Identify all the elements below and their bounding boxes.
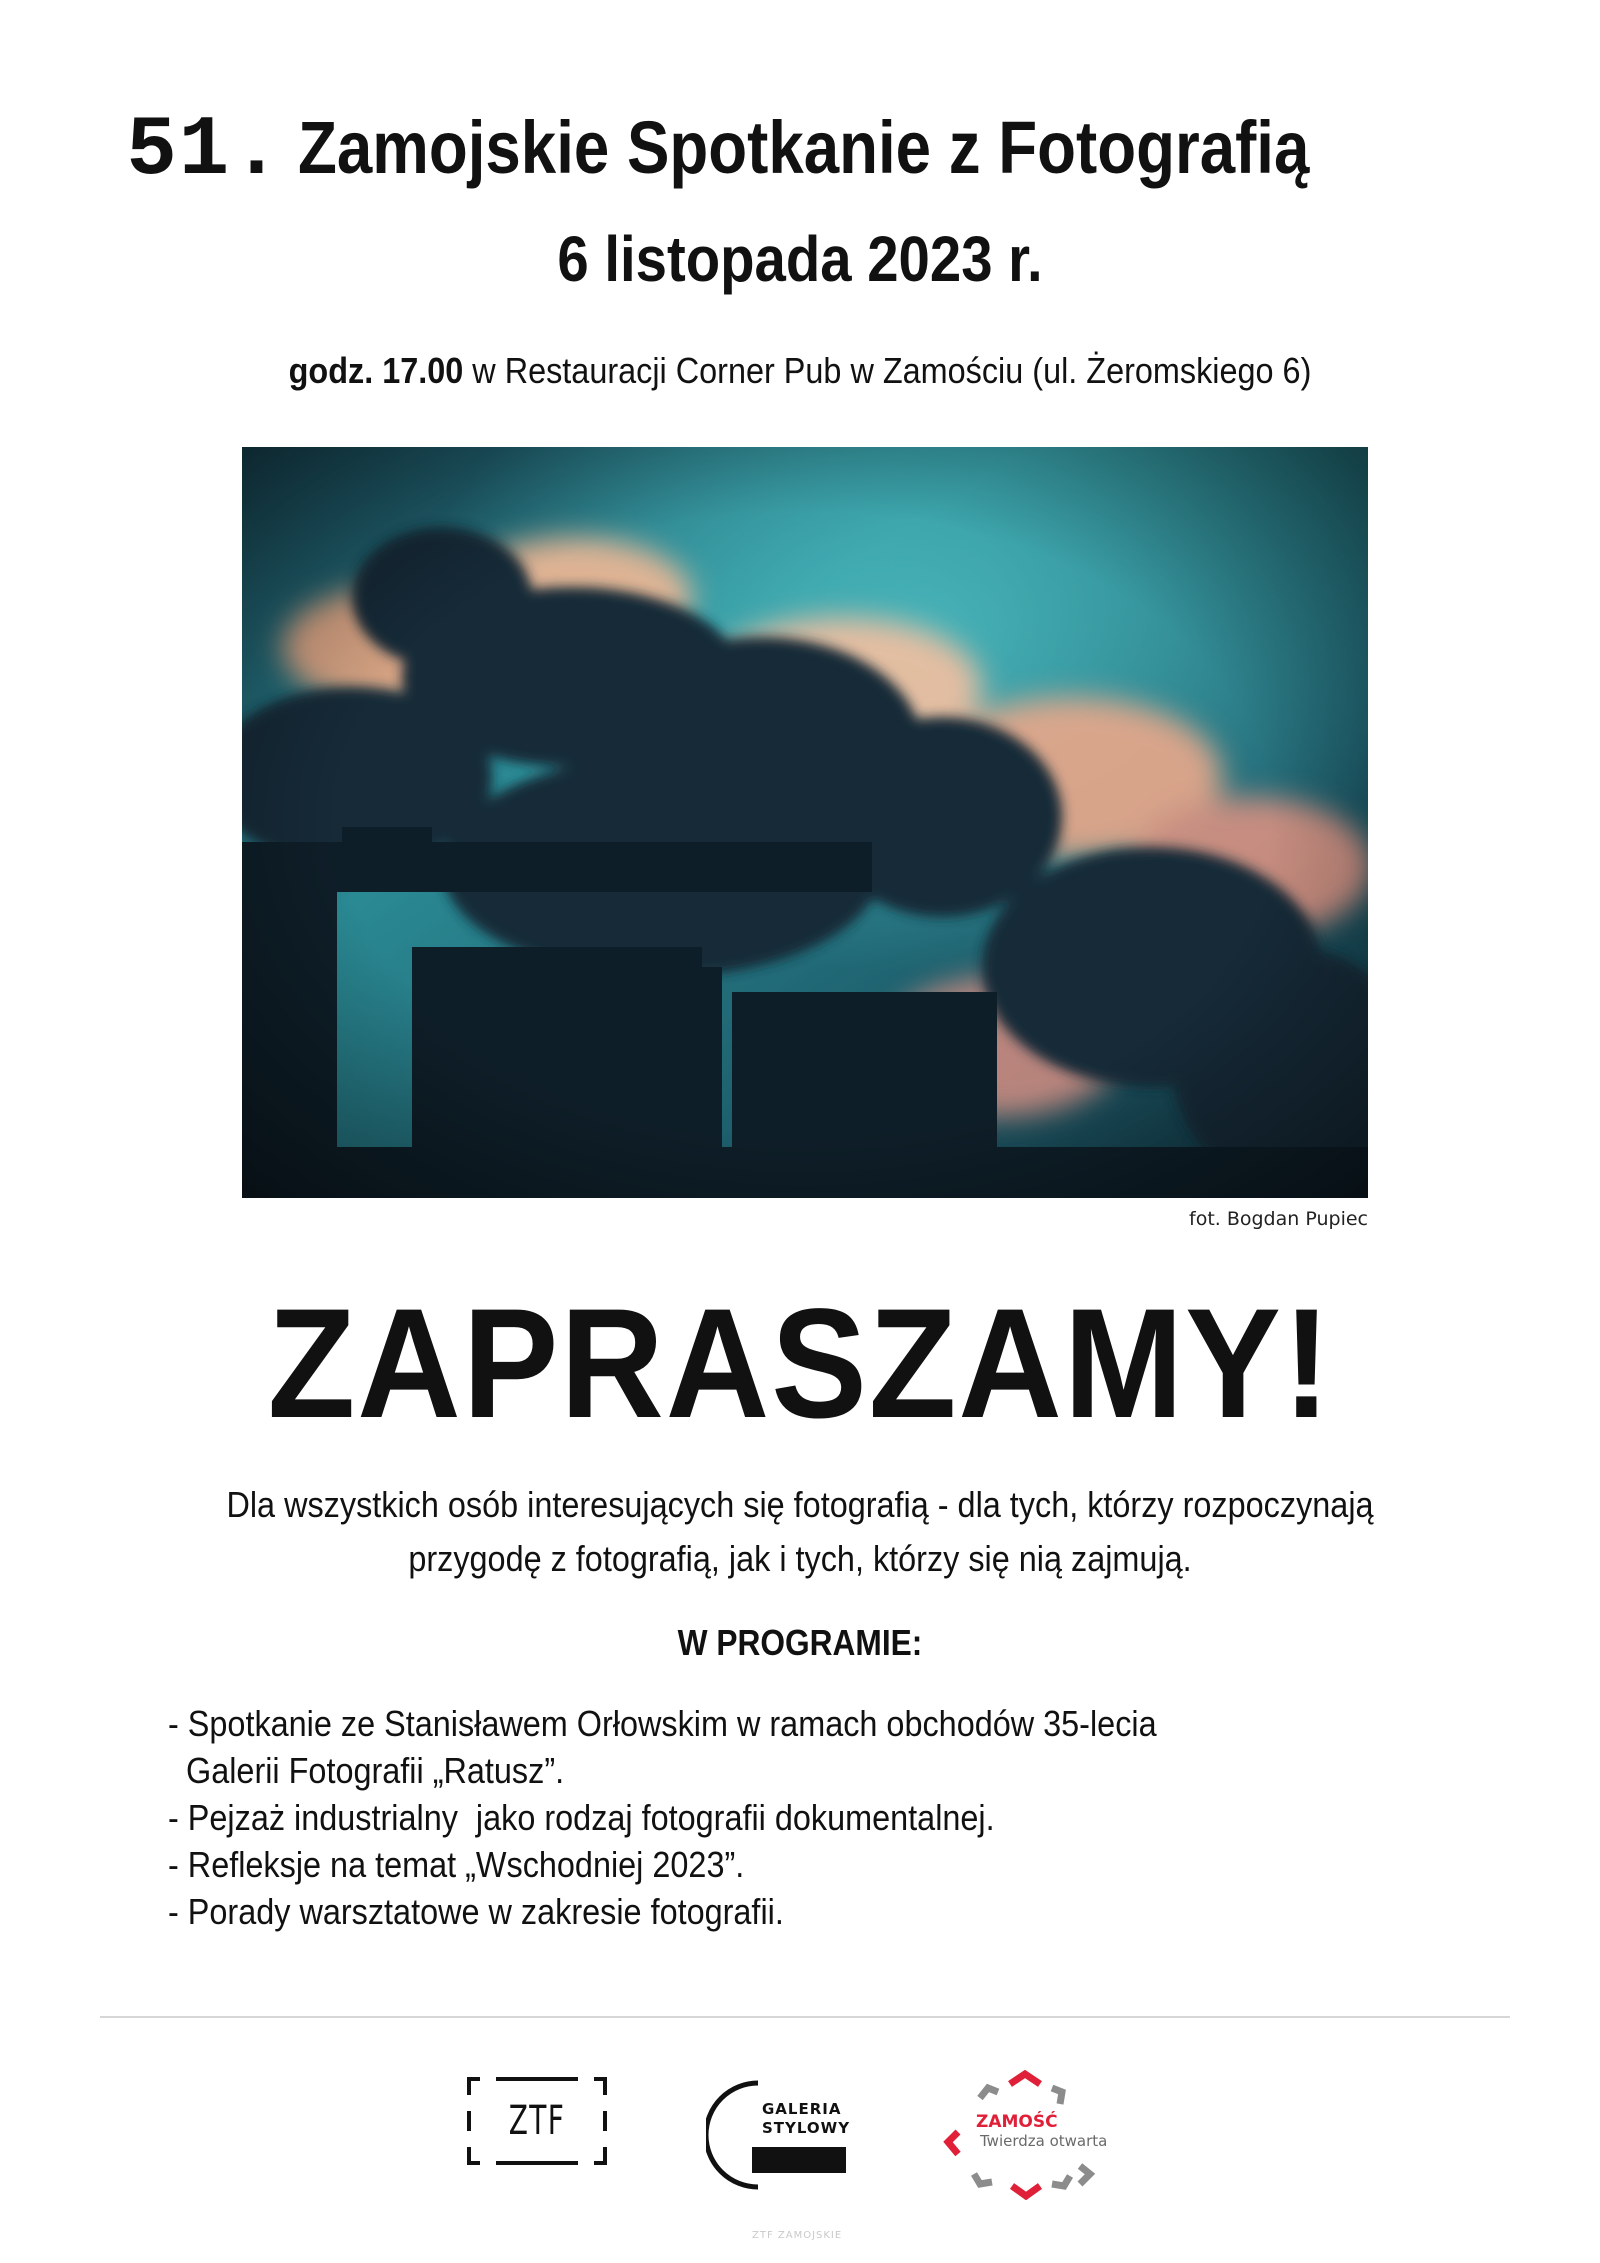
description-line: Dla wszystkich osób interesujących się fotografią - dla tych, którzy rozpoczynają (226, 1484, 1374, 1525)
event-title (0, 104, 1600, 199)
footer-mark: ZTF ZAMOJSKIE (752, 2230, 843, 2241)
event-time: godz. 17.00 (288, 350, 464, 391)
event-date: 6 listopada 2023 r. (557, 223, 1043, 295)
galeria-label (762, 2100, 850, 2138)
invitation-headline: ZAPRASZAMY! (267, 1277, 1333, 1451)
program-item: Galerii Fotografii „Ratusz”. (168, 1750, 565, 1791)
program-item: - Pejzaż industrialny jako rodzaj fotografii dokumentalnej. (168, 1797, 995, 1838)
zamosc-title: ZAMOŚĆ (976, 2112, 1058, 2132)
program-item: - Refleksje na temat „Wschodniej 2023”. (168, 1844, 745, 1885)
program-list (168, 1700, 1157, 1935)
galeria-stylowy-logo (706, 2075, 851, 2195)
edition-number: 51. (126, 104, 284, 199)
event-name: Zamojskie Spotkanie z Fotografią (297, 106, 1309, 189)
zamosc-logo (940, 2070, 1130, 2200)
featured-photo (242, 447, 1368, 1198)
event-details (80, 350, 1520, 392)
ztf-label: ZTF (508, 2098, 566, 2144)
galeria-line: GALERIA (762, 2100, 842, 2118)
program-item: - Porady warsztatowe w zakresie fotografii. (168, 1891, 784, 1932)
photo-credit: fot. Bogdan Pupiec (1189, 1208, 1368, 1230)
program-item: - Spotkanie ze Stanisławem Orłowskim w ramach obchodów 35-lecia (168, 1703, 1157, 1744)
event-venue: w Restauracji Corner Pub w Zamościu (ul. Żeromskiego 6) (463, 350, 1312, 391)
footer-divider (100, 2016, 1510, 2018)
galeria-line: STYLOWY (762, 2119, 851, 2137)
invitation-description (80, 1478, 1520, 1586)
ztf-logo (466, 2075, 608, 2167)
zamosc-subtitle: Twierdza otwarta (980, 2132, 1108, 2150)
description-line: przygodę z fotografią, jak i tych, którzy się nią zajmują. (408, 1538, 1192, 1579)
program-heading: W PROGRAMIE: (677, 1622, 923, 1663)
